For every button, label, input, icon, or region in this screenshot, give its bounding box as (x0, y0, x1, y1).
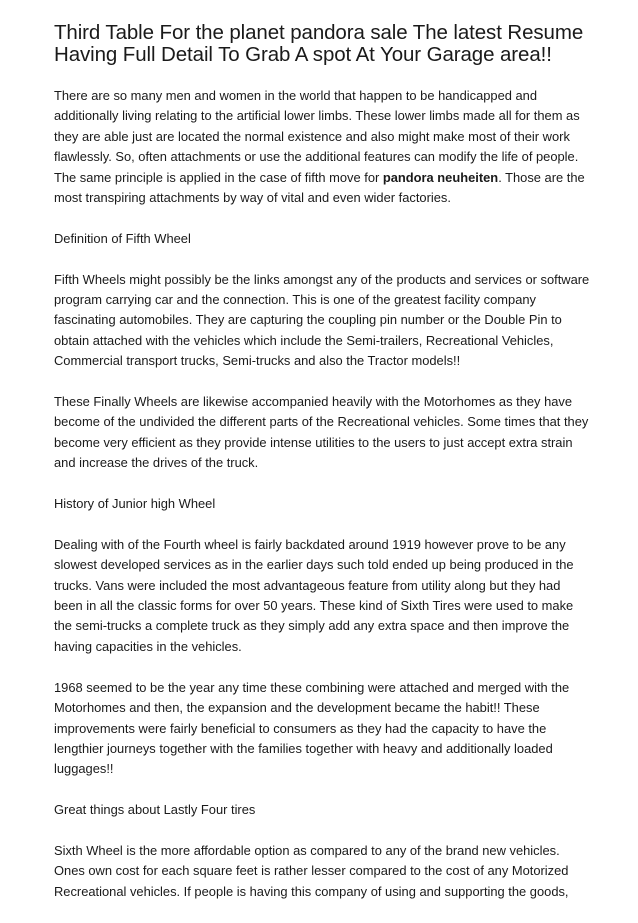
keyword-link: pandora neuheiten (382, 169, 499, 185)
document-page (54, 22, 590, 923)
paragraph-sixth-wheel: Sixth Wheel is the more affordable option as compared to any of the brand new vehicles. Ones own cost for each square feet is rather lesser compared to the cost of any Motorized Recreational vehicles. If people is having this company of using and supporting the goods, (54, 842, 569, 899)
intro-text-before: There are so many men and women in the world that happen to be handicapped and additionally living relating to the artificial lower limbs. These lower limbs made all for them as they are able just are located the normal existence and also might make most of their work flawlessly. So, often attachments or use the additional features can modify the life of people. The same principle is applied in the case of fifth move for (54, 88, 580, 185)
paragraph-finally-wheels: These Finally Wheels are likewise accompanied heavily with the Motorhomes as they have become of the undivided the different parts of the Recreational vehicles. Some times that they become very efficient as they provide intense utilities to the users to just accept extra strain and increase the drives of the truck. (54, 394, 589, 471)
intro-paragraph (54, 86, 590, 208)
paragraph-fifth-wheels: Fifth Wheels might possibly be the links amongst any of the products and services or software program carrying car and the connection. This is one of the greatest facility company fascinating automobiles. They are capturing the coupling pin number or the Double Pin to obtain attached with the vehicles which include the Semi-trailers, Recreational Vehicles, Commercial transport trucks, Semi-trucks and also the Tractor models!! (54, 271, 590, 369)
document-title: Third Table For the planet pandora sale The latest Resume Having Full Detail To Grab A spot At Your Garage area!! (54, 21, 584, 66)
section-heading-history: History of Junior high Wheel (54, 496, 216, 512)
paragraph-1968: 1968 seemed to be the year any time these combining were attached and merged with the Motorhomes and then, the expansion and the development became the habit!! These improvements were fairly beneficial to consumers as they had the capacity to have the lengthier journeys together with the families together with heavy and additionally loaded luggages!! (54, 679, 570, 777)
section-heading-definition: Definition of Fifth Wheel (54, 230, 191, 246)
section-heading-benefits: Great things about Lastly Four tires (54, 802, 256, 818)
paragraph-fourth-wheel: Dealing with of the Fourth wheel is fairly backdated around 1919 however prove to be any slowest developed services as in the earlier days such told ended up being produced in the trucks. Vans were included the most advantageous feature from utility along but they had been in all the classic forms for over 50 years. These kind of Sixth Tires were used to make the semi-trucks a complete truck as they simply add any extra space and then improve the having capacities in the vehicles. (54, 536, 574, 654)
intro-text-after: . Those are the most transpiring attachments by way of vital and even wider factories. (54, 169, 585, 206)
